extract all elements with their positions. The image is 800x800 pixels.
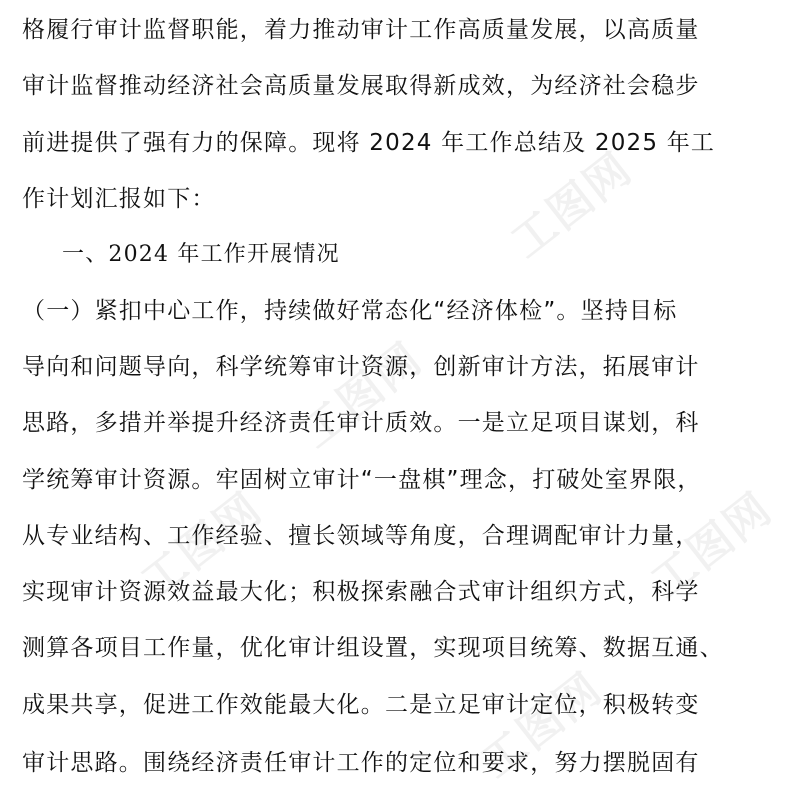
section-heading: 一、2024 年工作开展情况 [62, 242, 340, 267]
watermark: 工图网 [641, 482, 782, 609]
paragraph-line: 成果共享，促进工作效能最大化。二是立足审计定位，积极转变 [22, 692, 700, 718]
paragraph-line: 实现审计资源效益最大化；积极探索融合式审计组织方式，科学 [22, 579, 700, 605]
paragraph-line: 从专业结构、工作经验、擅长领域等角度，合理调配审计力量， [22, 523, 700, 549]
watermark: 工图网 [291, 332, 432, 459]
paragraph-line: 格履行审计监督职能，着力推动审计工作高质量发展，以高质量 [22, 17, 700, 43]
watermark: 工图网 [501, 142, 642, 269]
paragraph-line: 审计思路。围绕经济责任审计工作的定位和要求，努力摆脱固有 [22, 750, 700, 776]
paragraph-line: 测算各项目工作量，优化审计组设置，实现项目统筹、数据互通、 [22, 635, 724, 661]
paragraph-line: 审计监督推动经济社会高质量发展取得新成效，为经济社会稳步 [22, 73, 700, 99]
paragraph-line: 导向和问题导向，科学统筹审计资源，创新审计方法，拓展审计 [22, 354, 700, 380]
watermark: 工图网 [471, 662, 612, 789]
paragraph-line: 思路，多措并举提升经济责任审计质效。一是立足项目谋划，科 [22, 410, 700, 436]
paragraph-line: 作计划汇报如下： [22, 186, 216, 212]
paragraph-line: （一）紧扣中心工作，持续做好常态化“经济体检”。坚持目标 [22, 298, 678, 324]
paragraph-line: 前进提供了强有力的保障。现将 2024 年工作总结及 2025 年工 [22, 130, 716, 156]
watermark: 工图网 [131, 482, 272, 609]
paragraph-line: 学统筹审计资源。牢固树立审计“一盘棋”理念，打破处室界限， [22, 467, 702, 493]
